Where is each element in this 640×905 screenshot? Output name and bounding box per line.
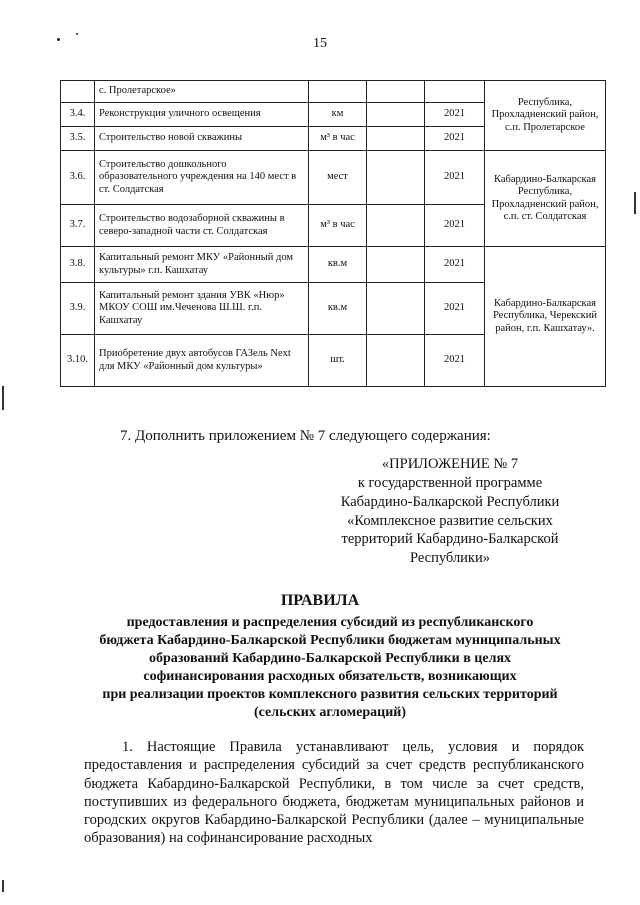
program-table: [60, 80, 606, 387]
row-year: [425, 81, 485, 103]
appendix-line: к государственной программе: [357, 474, 543, 491]
row-blank: [367, 283, 425, 335]
row-unit: мест: [309, 151, 367, 205]
scan-edge-mark: [2, 386, 4, 410]
row-name: Реконструкция уличного освещения: [95, 103, 309, 127]
row-location: Кабардино-Балкарская Республика, Прохладненский район, с.п. ст. Солдатская: [485, 151, 606, 247]
scan-edge-mark: [2, 880, 4, 892]
row-blank: [367, 81, 425, 103]
row-name: Приобретение двух автобусов ГАЗель Next для МКУ «Районный дом культуры»: [95, 335, 309, 387]
appendix-line: Кабардино-Балкарской Республики: [340, 493, 560, 510]
scan-edge-mark: [634, 192, 636, 214]
rules-subtitle-line: бюджета Кабардино-Балкарской Республики бюджетам муниципальных: [99, 632, 561, 648]
row-year: 2021: [425, 103, 485, 127]
scan-speck: [76, 33, 78, 35]
row-location: Кабардино-Балкарская Республика, Черекский район, г.п. Кашхатау».: [485, 247, 606, 387]
row-name: Строительство водозаборной скважины в северо-западной части ст. Солдатская: [95, 205, 309, 247]
row-unit: м³ в час: [309, 205, 367, 247]
appendix-line: Республики»: [410, 550, 490, 567]
row-blank: [367, 151, 425, 205]
row-unit: кв.м: [309, 283, 367, 335]
body-paragraph: 1. Настоящие Правила устанавливают цель, условия и порядок предоставления и распределения субсидий за счет средств республиканского бюджета Кабардино-Балкарской Республики, в том числе за счет средств, поступивших из федерального бюджета, бюджетам муниципальных районов и городских округов Кабардино-Балкарской Республики (далее – муниципальные образования) на софинансирование расходных: [84, 739, 584, 847]
row-year: 2021: [425, 247, 485, 283]
row-year: 2021: [425, 205, 485, 247]
row-number: 3.6.: [61, 151, 95, 205]
row-name: Капитальный ремонт здания УВК «Нюр» МКОУ СОШ им.Чеченова Ш.Ш. г.п. Кашхатау: [95, 283, 309, 335]
row-blank: [367, 103, 425, 127]
row-year: 2021: [425, 335, 485, 387]
row-number: 3.7.: [61, 205, 95, 247]
row-blank: [367, 247, 425, 283]
page-number: 15: [313, 36, 327, 51]
row-location: Республика, Прохладненский район, с.п. Пролетарское: [485, 81, 606, 151]
appendix-line: «Комплексное развитие сельских: [347, 512, 553, 529]
row-blank: [367, 205, 425, 247]
rules-subtitle-line: софинансирования расходных обязательств, возникающих: [143, 668, 517, 684]
rules-subtitle-line: (сельских агломераций): [254, 704, 406, 720]
row-number: 3.5.: [61, 127, 95, 151]
row-name: с. Пролетарское»: [95, 81, 309, 103]
table-row: [61, 151, 606, 205]
table-row: [61, 247, 606, 283]
row-name: Капитальный ремонт МКУ «Районный дом культуры» г.п. Кашхатау: [95, 247, 309, 283]
row-year: 2021: [425, 127, 485, 151]
row-unit: м³ в час: [309, 127, 367, 151]
row-year: 2021: [425, 151, 485, 205]
row-number: [61, 81, 95, 103]
appendix-title: «ПРИЛОЖЕНИЕ № 7: [381, 456, 519, 472]
row-number: 3.10.: [61, 335, 95, 387]
table-row: [61, 81, 606, 103]
appendix-header: [300, 455, 600, 568]
rules-subtitle: [70, 614, 590, 721]
row-number: 3.4.: [61, 103, 95, 127]
row-number: 3.9.: [61, 283, 95, 335]
appendix-line: территорий Кабардино-Балкарской: [341, 531, 559, 548]
rules-title: ПРАВИЛА: [280, 592, 360, 609]
row-blank: [367, 127, 425, 151]
row-year: 2021: [425, 283, 485, 335]
row-name: Строительство дошкольного образовательного учреждения на 140 мест в ст. Солдатская: [95, 151, 309, 205]
row-number: 3.8.: [61, 247, 95, 283]
row-unit: [309, 81, 367, 103]
rules-subtitle-line: при реализации проектов комплексного развития сельских территорий: [102, 686, 558, 702]
row-name: Строительство новой скважины: [95, 127, 309, 151]
row-blank: [367, 335, 425, 387]
row-unit: шт.: [309, 335, 367, 387]
row-unit: км: [309, 103, 367, 127]
rules-subtitle-line: предоставления и распределения субсидий из республиканского: [126, 615, 534, 630]
rules-subtitle-line: образований Кабардино-Балкарской Республики в целях: [148, 650, 512, 666]
amendment-paragraph: 7. Дополнить приложением № 7 следующего содержания:: [120, 428, 491, 444]
row-unit: кв.м: [309, 247, 367, 283]
